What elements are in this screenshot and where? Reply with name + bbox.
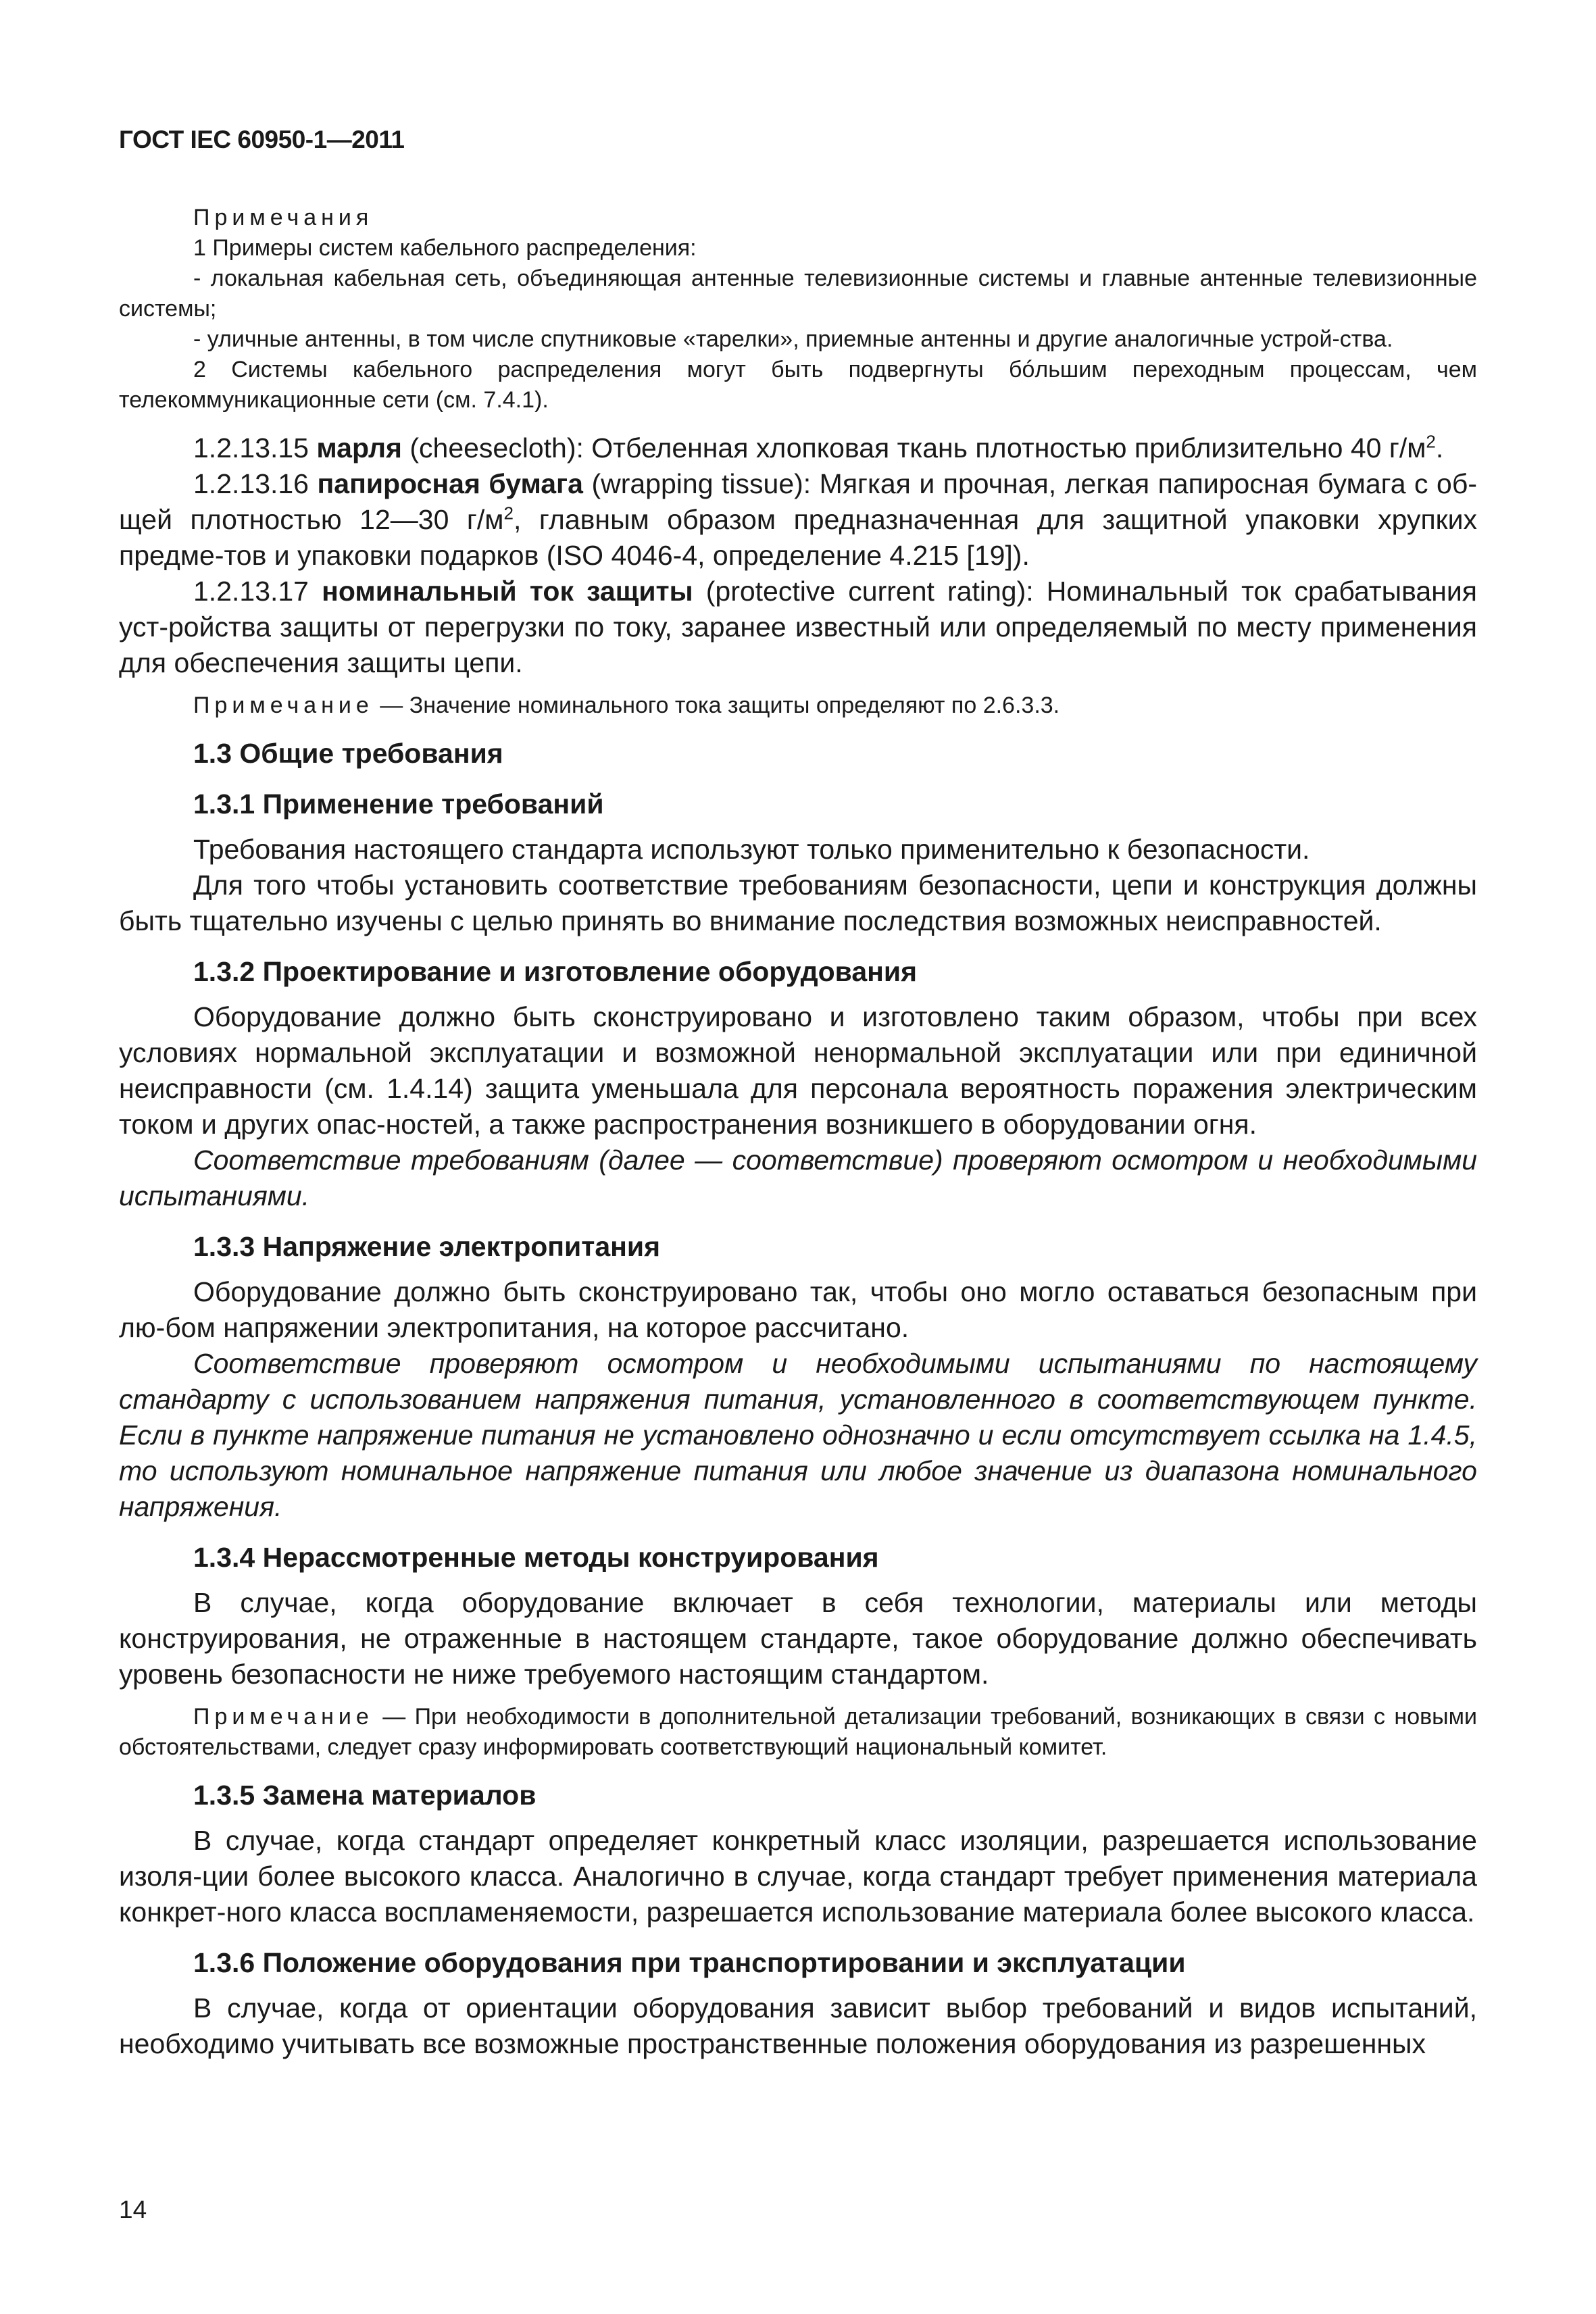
superscript: 2 <box>503 503 514 524</box>
section-title-1-3-1: 1.3.1 Применение требований <box>193 788 604 820</box>
paragraph: Оборудование должно быть сконструировано так, чтобы оно могло оставаться безопасным при лю-бом напряжении электропитания, на которое рассчитано. <box>119 1276 1477 1343</box>
definition-text-end: , главным образом предназначенная для защитной упаковки хрупких предме-тов и упаковки подарков (ISO 4046-4, определение 4.215 [19]). <box>119 504 1477 571</box>
notes-block <box>119 203 1477 416</box>
definition-1-2-13-16 <box>119 466 1477 574</box>
note-1-item-2: - уличные антенны, в том числе спутниковые «тарелки», приемные антенны и другие аналогичные устрой-ства. <box>193 326 1393 352</box>
definition-note <box>119 690 1477 721</box>
paragraph: Для того чтобы установить соответствие требованиям безопасности, цепи и конструкция должны быть тщательно изучены с целью принять во внимание последствия возможных неисправностей. <box>119 870 1477 936</box>
section-title-1-3-3: 1.3.3 Напряжение электропитания <box>193 1231 661 1262</box>
paragraph: В случае, когда от ориентации оборудования зависит выбор требований и видов испытаний, необходимо учитывать все возможные пространственные положения оборудования из разрешенных <box>119 1992 1477 2059</box>
compliance-paragraph: Соответствие проверяют осмотром и необходимыми испытаниями по настоящему стандарту с использованием напряжения питания, установленного в соответствующем пункте. Если в пункте напряжение питания не установлено однозначно и если отсутствует ссылка на 1.4.5, то используют номинальное напряжение питания или любое значение из диапазона номинального напряжения. <box>119 1348 1477 1522</box>
definition-text: (cheesecloth): Отбеленная хлопковая ткань плотностью приблизительно 40 г/м <box>401 432 1426 463</box>
section-title-1-3-2: 1.3.2 Проектирование и изготовление оборудования <box>193 956 918 987</box>
paragraph: В случае, когда оборудование включает в себя технологии, материалы или методы конструирования, не отраженные в настоящем стандарте, такое оборудование должно обеспечивать уровень безопасности не ниже требуемого настоящим стандартом. <box>119 1587 1477 1690</box>
note-2: 2 Системы кабельного распределения могут быть подвергнуты бóльшим переходным процессам, чем телекоммуникационные сети (см. 7.4.1). <box>119 357 1477 413</box>
definition-text-end: . <box>1435 432 1444 463</box>
section-title-1-3: 1.3 Общие требования <box>193 738 503 769</box>
definition-text: (protective current rating): Номинальный ток срабатывания уст-ройства защиты от перегрузки по току, заранее известный или определяемый по месту применения для обеспечения защиты цепи. <box>119 576 1477 678</box>
note-text: — Значение номинального тока защиты определяют по 2.6.3.3. <box>373 693 1060 718</box>
paragraph: В случае, когда стандарт определяет конкретный класс изоляции, разрешается использование изоля-ции более высокого класса. Аналогично в случае, когда стандарт требует применения материала конкрет-ного класса воспламеняемости, разрешается использование материала более высокого класса. <box>119 1825 1477 1928</box>
page-number: 14 <box>119 2196 147 2223</box>
superscript: 2 <box>1426 431 1436 452</box>
paragraph: Оборудование должно быть сконструировано и изготовлено таким образом, чтобы при всех условиях нормальной эксплуатации и возможной ненормальной эксплуатации или при единичной неисправности (см. 1.4.14) защита уменьшала для персонала вероятность поражения электрическим током и других опас-ностей, а также распространения возникшего в оборудовании огня. <box>119 1001 1477 1140</box>
definition-term: марля <box>316 432 402 463</box>
definition-number: 1.2.13.16 <box>193 468 318 499</box>
section-title-1-3-6: 1.3.6 Положение оборудования при транспортировании и эксплуатации <box>193 1947 1186 1978</box>
document-content <box>119 203 1477 2062</box>
notes-title: Примечания <box>193 205 374 230</box>
note-text: — При необходимости в дополнительной детализации требований, возникающих в связи с новыми обстоятельствами, следует сразу информировать соответствующий национальный комитет. <box>119 1704 1477 1760</box>
definition-text: (wrapping tissue): Мягкая и прочная, легкая папиросная бумага с об-щей плотностью 12—30 г/м <box>119 468 1477 535</box>
definition-1-2-13-17 <box>119 574 1477 681</box>
note-1-item-1: - локальная кабельная сеть, объединяющая антенные телевизионные системы и главные антенные телевизионные системы; <box>119 266 1477 322</box>
note-label: Примечание <box>193 1704 374 1730</box>
definition-1-2-13-15 <box>119 430 1477 466</box>
compliance-paragraph: Соответствие требованиям (далее — соответствие) проверяют осмотром и необходимыми испытаниями. <box>119 1145 1477 1211</box>
note-label: Примечание <box>193 693 374 718</box>
section-title-1-3-5: 1.3.5 Замена материалов <box>193 1780 537 1811</box>
definition-term: папиросная бумага <box>317 468 583 499</box>
definition-number: 1.2.13.15 <box>193 432 317 463</box>
section-title-1-3-4: 1.3.4 Нерассмотренные методы конструирования <box>193 1542 879 1573</box>
section-note <box>119 1702 1477 1763</box>
note-1-intro: 1 Примеры систем кабельного распределения: <box>193 235 697 261</box>
paragraph: Требования настоящего стандарта используют только применительно к безопасности. <box>193 834 1310 865</box>
definition-term: номинальный ток защиты <box>322 576 693 607</box>
definition-number: 1.2.13.17 <box>193 576 322 607</box>
document-header: ГОСТ IEC 60950-1—2011 <box>119 126 405 153</box>
